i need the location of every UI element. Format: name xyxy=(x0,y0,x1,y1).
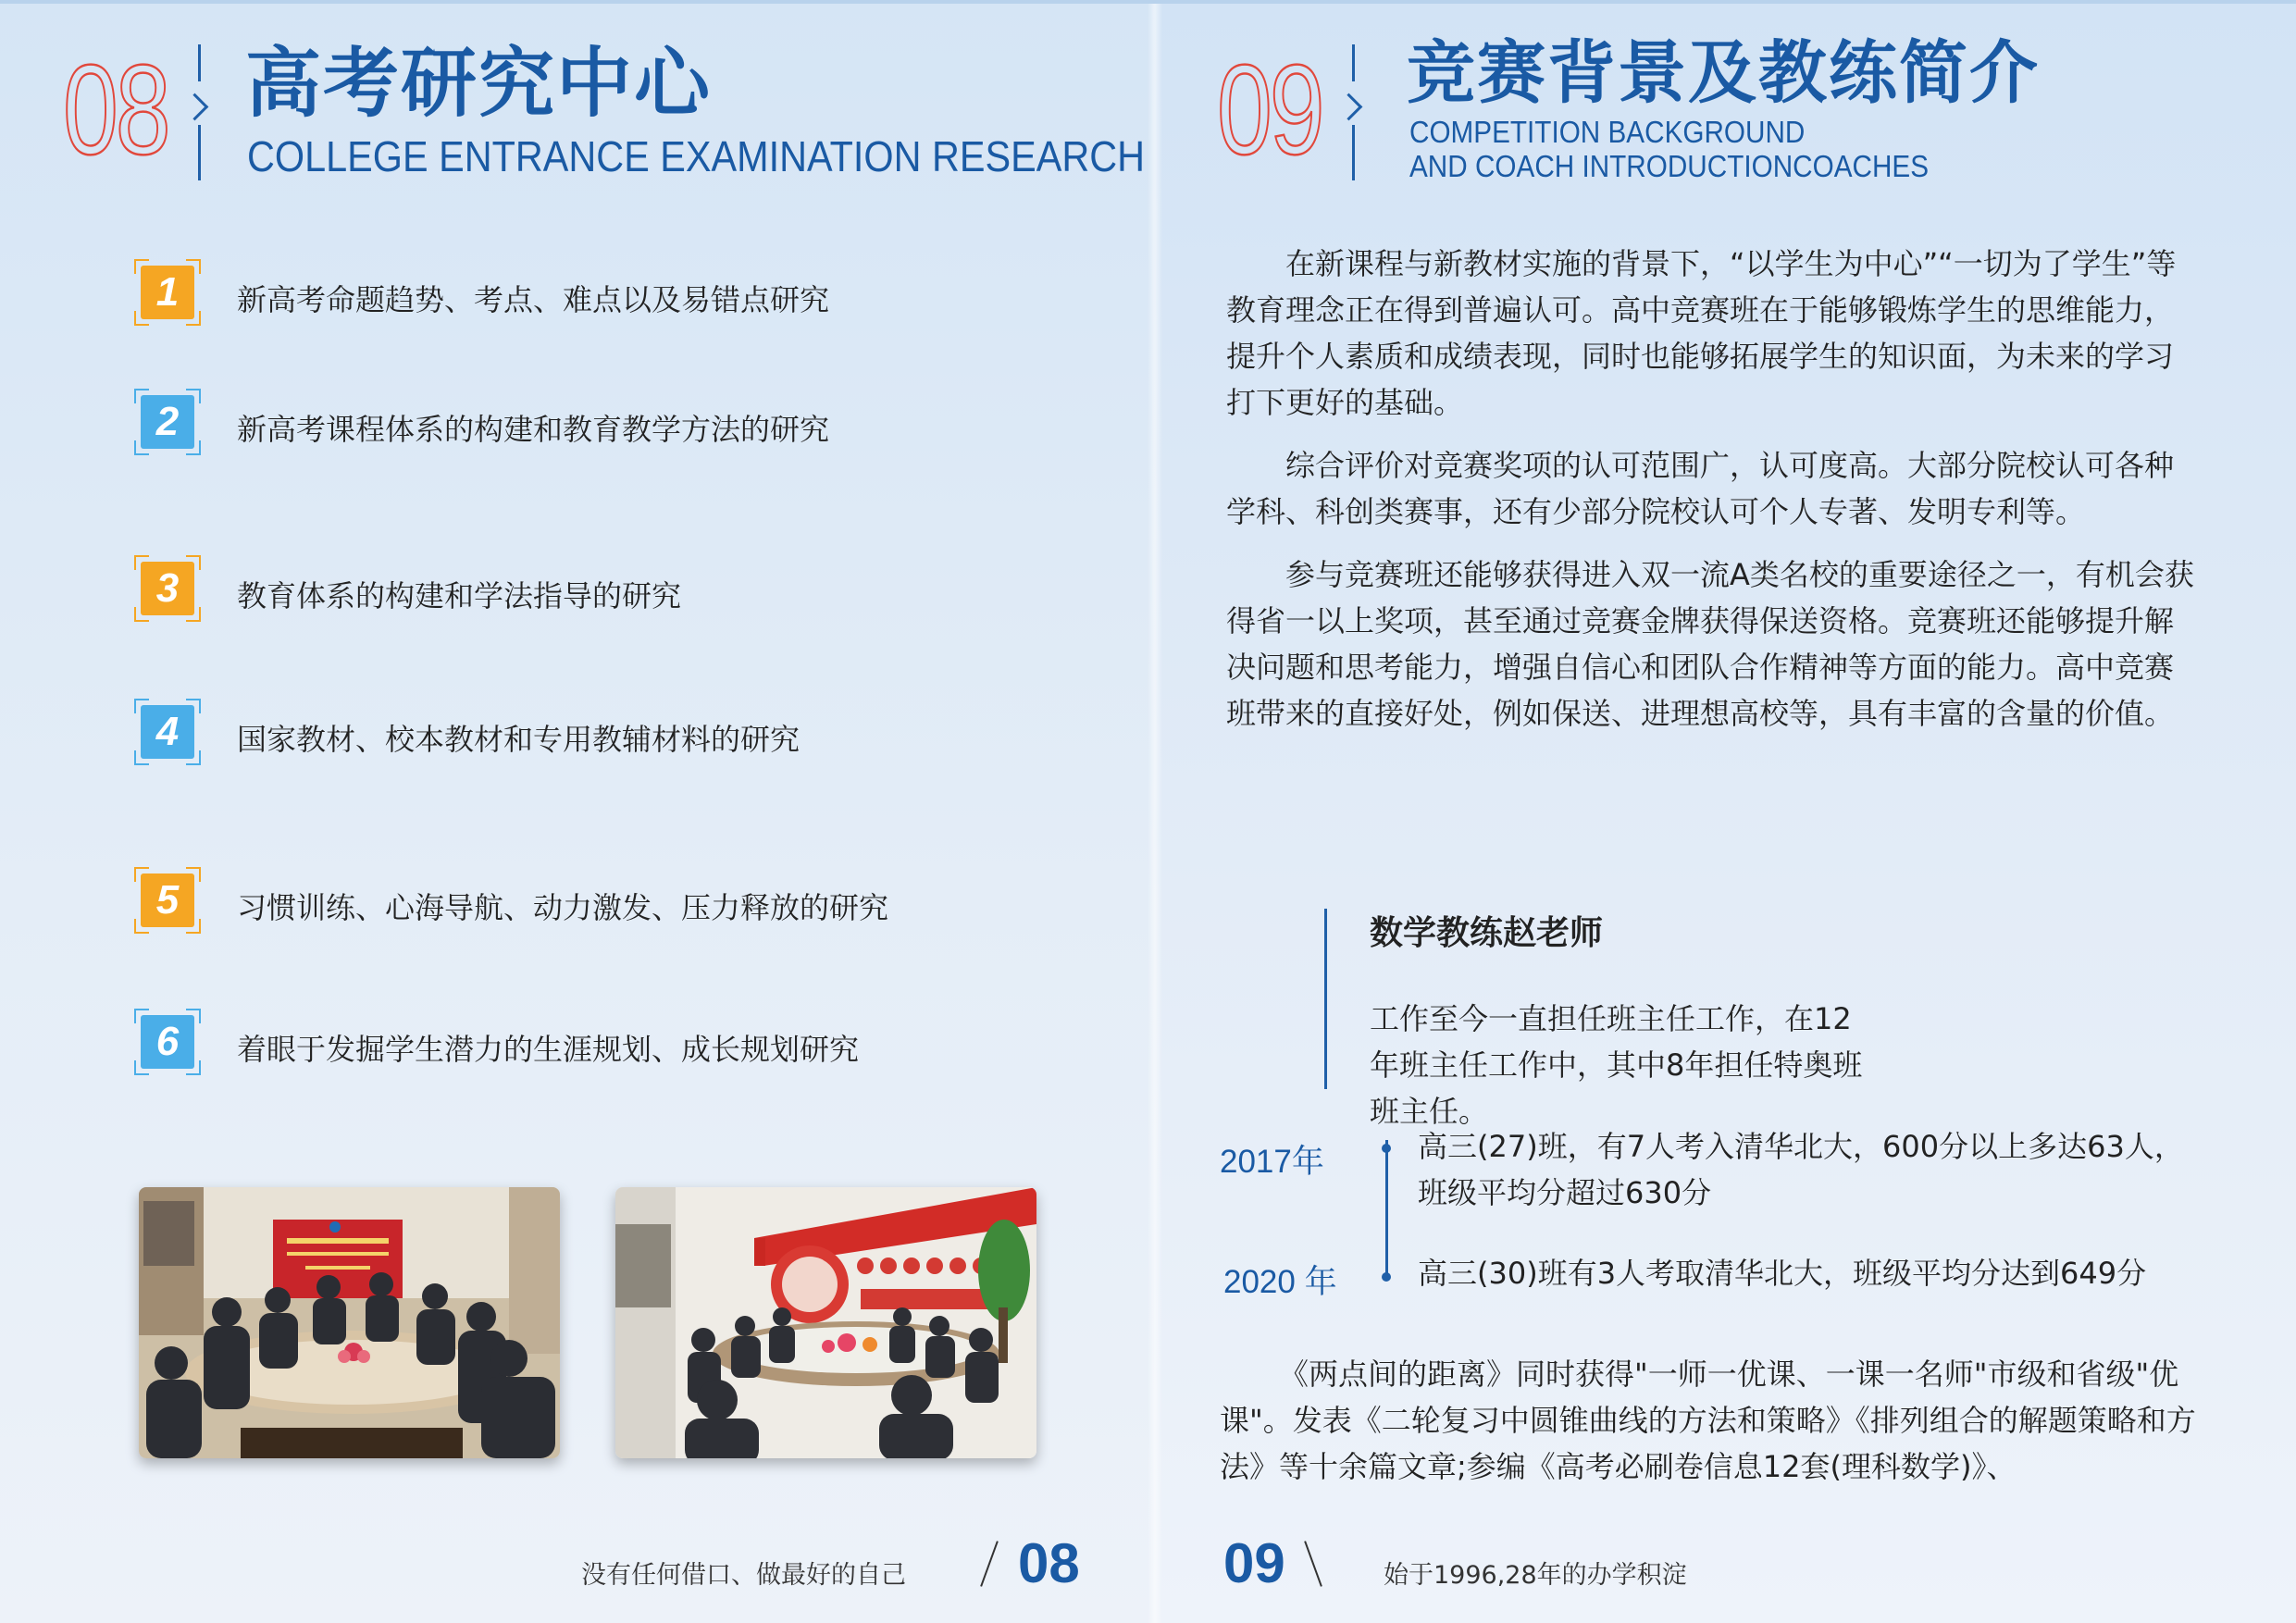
timeline-text: 高三(27)班，有7人考入清华北大，600分以上多达63人，班级平均分超过630分 xyxy=(1418,1129,2184,1210)
paragraph: 综合评价对竞赛奖项的认可范围广，认可度高。大部分院校认可各种学科、科创类赛事，还有少部分院校认可个人专著、发明专利等。 xyxy=(1226,448,2175,529)
timeline-dot xyxy=(1382,1144,1391,1153)
number-badge xyxy=(137,870,198,931)
header-divider-bottom xyxy=(198,125,201,180)
research-item-text: 着眼于发掘学生潜力的生涯规划、成长规划研究 xyxy=(237,1032,860,1067)
number-badge xyxy=(137,558,198,619)
closing-text: 《两点间的距离》同时获得"一师一优课、一课一名师"市级和省级"优课"。发表《二轮复习中圆锥曲线的方法和策略》《排列组合的解题策略和方法》等十余篇文章;参编《高考必刷卷信息12套(理科数学)》、 xyxy=(1220,1357,2196,1484)
timeline-year: 2020 年 xyxy=(1223,1264,1337,1300)
timeline-dot xyxy=(1382,1272,1391,1282)
badge-number: 6 xyxy=(141,1015,194,1069)
timeline-line xyxy=(1385,1140,1388,1279)
page-number-left: 08 xyxy=(1018,1532,1080,1594)
paragraph: 在新课程与新教材实施的背景下，“以学生为中心”“一切为了学生”等教育理念正在得到普遍认可。高中竞赛班在于能够锻炼学生的思维能力，提升个人素质和成绩表现，同时也能够拓展学生的知识面，为未来的学习打下更好的基础。 xyxy=(1226,246,2177,420)
research-item-text: 国家教材、校本教材和专用教辅材料的研究 xyxy=(237,722,800,757)
top-rule xyxy=(0,0,2296,4)
footer-slogan-left: 没有任何借口、做最好的自己 xyxy=(581,1561,906,1590)
number-badge xyxy=(137,1011,198,1072)
research-item-text: 新高考命题趋势、考点、难点以及易错点研究 xyxy=(237,282,830,317)
page-title-en-line2: AND COACH INTRODUCTIONCOACHES xyxy=(1409,149,1930,183)
coach-description: 工作至今一直担任班主任工作，在12年班主任工作中，其中8年担任特奥班班主任。 xyxy=(1370,1001,1863,1129)
page-fold xyxy=(1148,0,1162,1623)
section-number-08: 08 xyxy=(63,39,168,181)
coach-accent-bar xyxy=(1324,909,1327,1089)
research-item-text: 习惯训练、心海导航、动力激发、压力释放的研究 xyxy=(237,890,889,925)
number-badge xyxy=(137,262,198,323)
page-title-en-line1: COMPETITION BACKGROUND xyxy=(1409,115,1806,149)
page-title-en: COLLEGE ENTRANCE EXAMINATION RESEARCH xyxy=(247,132,1146,180)
footer-slogan-right: 始于1996,28年的办学积淀 xyxy=(1384,1561,1687,1590)
header-divider-top xyxy=(198,44,201,81)
number-badge xyxy=(137,391,198,452)
badge-number: 2 xyxy=(141,395,194,449)
badge-number: 1 xyxy=(141,266,194,319)
page-number-right: 09 xyxy=(1223,1532,1285,1594)
number-badge xyxy=(137,701,198,762)
badge-number: 4 xyxy=(141,705,194,759)
research-item-text: 教育体系的构建和学法指导的研究 xyxy=(237,578,682,613)
meeting-photo-1 xyxy=(139,1187,560,1458)
badge-number: 5 xyxy=(141,873,194,927)
section-number-09: 09 xyxy=(1217,39,1322,181)
page-title-zh: 竞赛背景及教练简介 xyxy=(1407,33,2040,113)
badge-number: 3 xyxy=(141,562,194,615)
header-divider-top xyxy=(1352,44,1355,81)
header-divider-bottom xyxy=(1352,125,1355,180)
meeting-photo-2 xyxy=(615,1187,1036,1458)
paragraph: 参与竞赛班还能够获得进入双一流A类名校的重要途径之一，有机会获得省一以上奖项，甚至通过竞赛金牌获得保送资格。竞赛班还能够提升解决问题和思考能力，增强自信心和团队合作精神等方面的能力。高中竞赛班带来的直接好处，例如保送、进理想高校等，具有丰富的含量的价值。 xyxy=(1226,557,2194,731)
timeline-text: 高三(30)班有3人考取清华北大，班级平均分达到649分 xyxy=(1418,1256,2147,1291)
timeline-year: 2017年 xyxy=(1220,1144,1324,1180)
research-item-text: 新高考课程体系的构建和教育教学方法的研究 xyxy=(237,412,830,447)
page-title-zh: 高考研究中心 xyxy=(245,40,713,128)
closing-paragraph xyxy=(1220,1351,2201,1490)
background-text xyxy=(1226,241,2198,753)
coach-name: 数学教练赵老师 xyxy=(1370,914,1604,952)
